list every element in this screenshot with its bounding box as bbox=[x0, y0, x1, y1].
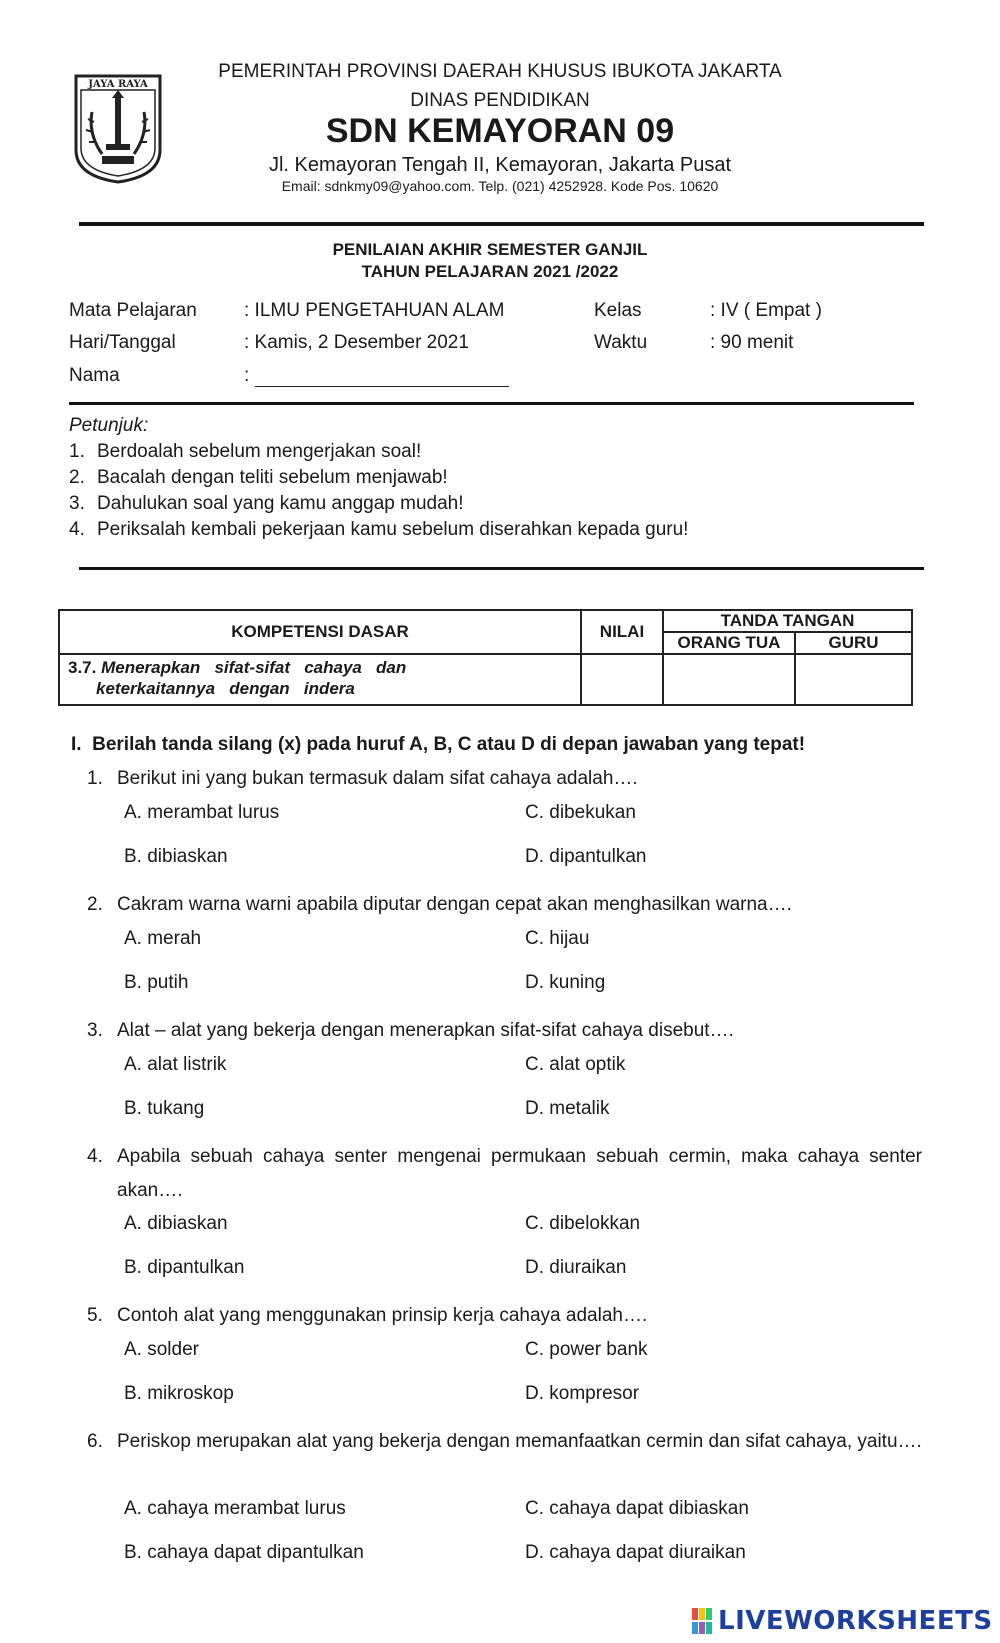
instructions-heading: Petunjuk: bbox=[69, 415, 149, 436]
kd-cell bbox=[59, 654, 581, 705]
parent-signature-cell[interactable] bbox=[663, 654, 795, 705]
competency-table bbox=[58, 609, 913, 706]
logo-text: JAYA RAYA bbox=[88, 79, 148, 90]
department-line: DINAS PENDIDIKAN bbox=[410, 90, 590, 111]
kd-line-1 bbox=[68, 657, 572, 678]
kd-text-1: Menerapkan sifat-sifat cahaya dan bbox=[101, 658, 407, 677]
instruction-num: 3. bbox=[69, 493, 85, 514]
question-text: Cakram warna warni apabila diputar dengan cepat akan menghasilkan warna…. bbox=[117, 894, 792, 915]
question-text: Berikut ini yang bukan termasuk dalam sifat cahaya adalah…. bbox=[117, 768, 638, 789]
instruction-num: 4. bbox=[69, 519, 85, 540]
liveworksheets-brand[interactable] bbox=[692, 1606, 992, 1638]
question-number: 3. bbox=[87, 1020, 103, 1041]
nilai-cell[interactable] bbox=[581, 654, 663, 705]
question-number: 6. bbox=[87, 1431, 103, 1452]
school-contact: Email: sdnkmy09@yahoo.com. Telp. (021) 4252928. Kode Pos. 10620 bbox=[281, 178, 719, 194]
liveworksheets-logo-icon bbox=[692, 1608, 718, 1634]
option-c[interactable]: C. power bank bbox=[525, 1339, 648, 1360]
kd-header: KOMPETENSI DASAR bbox=[59, 610, 581, 654]
kd-text-2: keterkaitannya dengan indera bbox=[96, 679, 355, 698]
question-1 bbox=[87, 762, 922, 888]
option-b[interactable]: B. tukang bbox=[124, 1098, 205, 1119]
school-address: Jl. Kemayoran Tengah II, Kemayoran, Jakarta Pusat bbox=[268, 154, 732, 176]
question-text: Contoh alat yang menggunakan prinsip kerja cahaya adalah…. bbox=[117, 1305, 648, 1326]
instruction-item bbox=[69, 493, 929, 519]
question-3 bbox=[87, 1014, 922, 1140]
instruction-item bbox=[69, 519, 929, 545]
instructions-divider bbox=[79, 567, 924, 570]
option-d[interactable]: D. dipantulkan bbox=[525, 846, 647, 867]
class-value: : IV ( Empat ) bbox=[710, 300, 822, 321]
instruction-item bbox=[69, 467, 929, 493]
option-d[interactable]: D. kuning bbox=[525, 972, 606, 993]
instruction-num: 1. bbox=[69, 441, 85, 462]
option-b[interactable]: B. mikroskop bbox=[124, 1383, 234, 1404]
option-a[interactable]: A. alat listrik bbox=[124, 1054, 227, 1075]
section-heading: I. Berilah tanda silang (x) pada huruf A, B, C atau D di depan jawaban yang tepat! bbox=[71, 734, 806, 755]
exam-year: TAHUN PELAJARAN 2021 /2022 bbox=[361, 262, 619, 281]
time-label: Waktu bbox=[594, 332, 648, 353]
subject-value: : ILMU PENGETAHUAN ALAM bbox=[244, 300, 505, 321]
question-list bbox=[87, 762, 922, 1584]
instruction-item bbox=[69, 441, 929, 467]
class-label: Kelas bbox=[594, 300, 642, 321]
question-text: Alat – alat yang bekerja dengan menerapkan sifat-sifat cahaya disebut…. bbox=[117, 1020, 734, 1041]
option-d[interactable]: D. diuraikan bbox=[525, 1257, 627, 1278]
kd-line-2 bbox=[68, 678, 572, 699]
option-b[interactable]: B. putih bbox=[124, 972, 189, 993]
question-5 bbox=[87, 1299, 922, 1425]
option-d[interactable]: D. metalik bbox=[525, 1098, 610, 1119]
option-b[interactable]: B. dipantulkan bbox=[124, 1257, 245, 1278]
question-number: 2. bbox=[87, 894, 103, 915]
question-2 bbox=[87, 888, 922, 1014]
instruction-num: 2. bbox=[69, 467, 85, 488]
time-value: : 90 menit bbox=[710, 332, 794, 353]
option-a[interactable]: A. solder bbox=[124, 1339, 199, 1360]
option-c[interactable]: C. dibekukan bbox=[525, 802, 636, 823]
option-b[interactable]: B. cahaya dapat dipantulkan bbox=[124, 1542, 364, 1563]
signature-header: TANDA TANGAN bbox=[663, 610, 912, 632]
question-text: Apabila sebuah cahaya senter mengenai permukaan sebuah cermin, maka cahaya senter akan…. bbox=[117, 1146, 922, 1201]
name-blank-line[interactable] bbox=[255, 386, 509, 387]
question-number: 4. bbox=[87, 1146, 103, 1167]
day-label: Hari/Tanggal bbox=[69, 332, 176, 353]
question-number: 5. bbox=[87, 1305, 103, 1326]
question-number: 1. bbox=[87, 768, 103, 789]
instruction-text: Bacalah dengan teliti sebelum menjawab! bbox=[97, 467, 448, 488]
option-c[interactable]: C. alat optik bbox=[525, 1054, 626, 1075]
option-c[interactable]: C. dibelokkan bbox=[525, 1213, 641, 1234]
option-a[interactable]: A. merambat lurus bbox=[124, 802, 280, 823]
school-name: SDN KEMAYORAN 09 bbox=[325, 112, 675, 150]
parent-header: ORANG TUA bbox=[663, 632, 795, 654]
option-a[interactable]: A. dibiaskan bbox=[124, 1213, 228, 1234]
name-label: Nama bbox=[69, 365, 120, 386]
option-c[interactable]: C. hijau bbox=[525, 928, 590, 949]
info-divider bbox=[69, 402, 914, 405]
question-4 bbox=[87, 1140, 922, 1299]
option-a[interactable]: A. merah bbox=[124, 928, 202, 949]
day-value: : Kamis, 2 Desember 2021 bbox=[244, 332, 469, 353]
name-colon: : bbox=[244, 365, 250, 386]
exam-info bbox=[69, 300, 929, 390]
teacher-header: GURU bbox=[795, 632, 912, 654]
government-line: PEMERINTAH PROVINSI DAERAH KHUSUS IBUKOTA JAKARTA bbox=[218, 61, 782, 82]
instructions-list bbox=[69, 441, 929, 545]
instruction-text: Dahulukan soal yang kamu anggap mudah! bbox=[97, 493, 464, 514]
option-a[interactable]: A. cahaya merambat lurus bbox=[124, 1498, 346, 1519]
kd-number: 3.7. bbox=[68, 658, 97, 677]
subject-label: Mata Pelajaran bbox=[69, 300, 197, 321]
option-c[interactable]: C. cahaya dapat dibiaskan bbox=[525, 1498, 749, 1519]
exam-title: PENILAIAN AKHIR SEMESTER GANJIL bbox=[332, 240, 648, 259]
instruction-text: Berdoalah sebelum mengerjakan soal! bbox=[97, 441, 422, 462]
nilai-header: NILAI bbox=[581, 610, 663, 654]
question-6 bbox=[87, 1425, 922, 1584]
header-divider bbox=[79, 222, 924, 226]
option-d[interactable]: D. cahaya dapat diuraikan bbox=[525, 1542, 746, 1563]
instruction-text: Periksalah kembali pekerjaan kamu sebelum diserahkan kepada guru! bbox=[97, 519, 689, 540]
option-d[interactable]: D. kompresor bbox=[525, 1383, 640, 1404]
option-b[interactable]: B. dibiaskan bbox=[124, 846, 228, 867]
liveworksheets-text: LIVEWORKSHEETS bbox=[718, 1606, 993, 1636]
question-text: Periskop merupakan alat yang bekerja dengan memanfaatkan cermin dan sifat cahaya, yaitu…. bbox=[117, 1431, 922, 1452]
teacher-signature-cell[interactable] bbox=[795, 654, 912, 705]
